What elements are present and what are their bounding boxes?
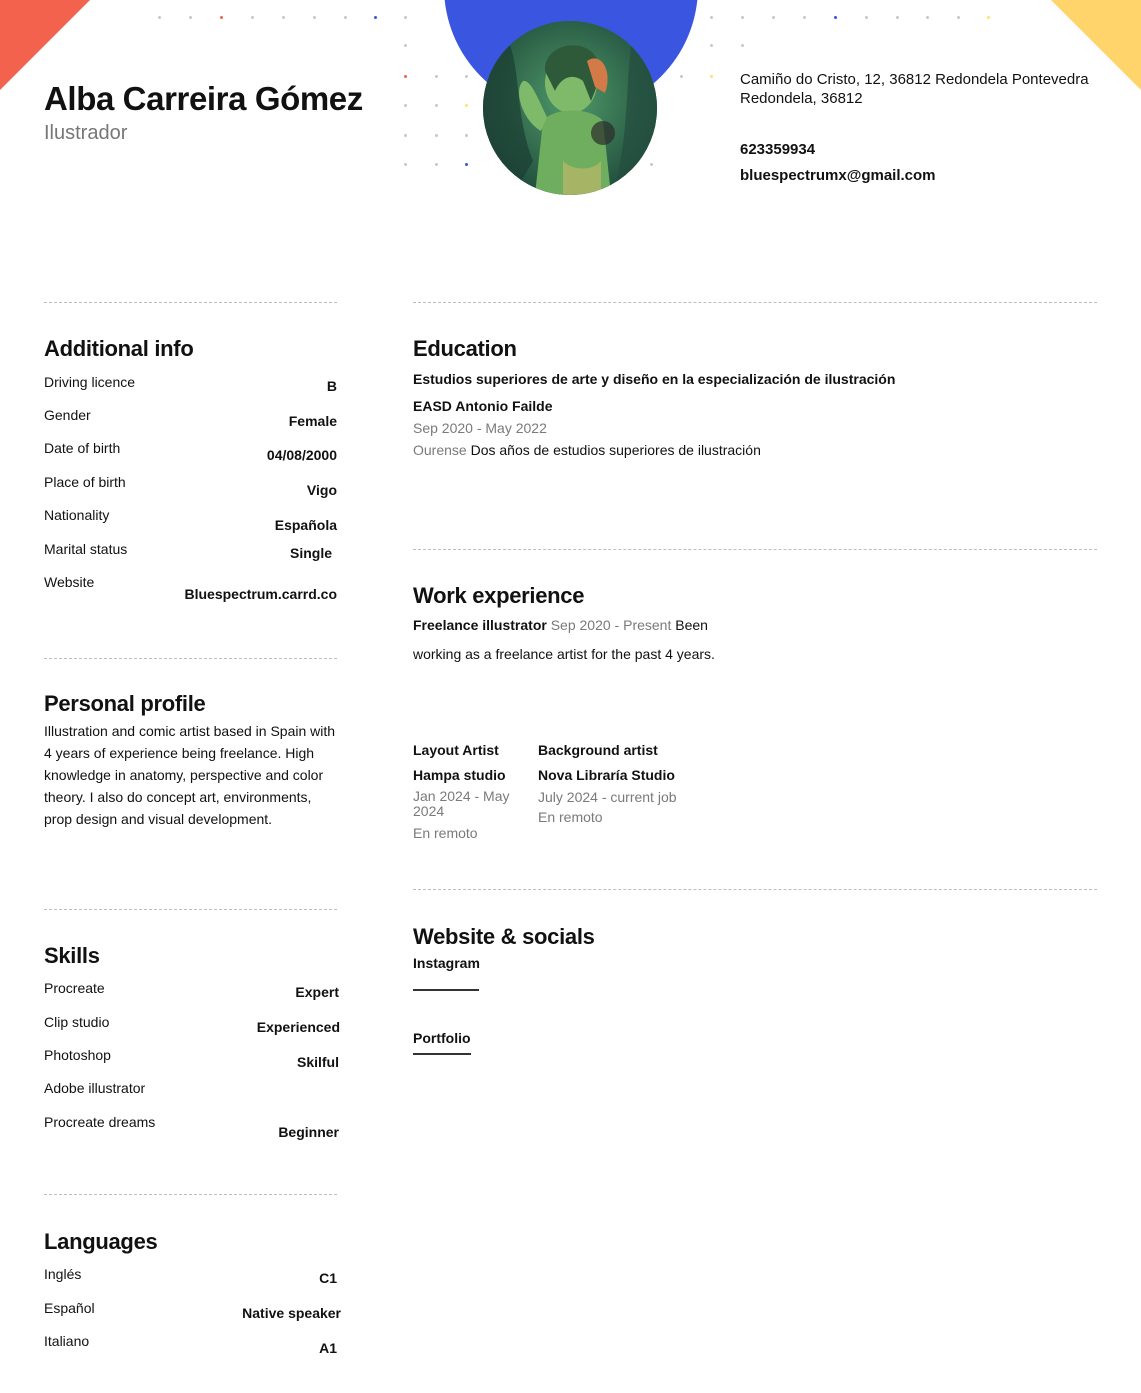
instagram-link[interactable]: Instagram — [413, 955, 480, 971]
skills-title: Skills — [44, 943, 100, 968]
divider — [44, 658, 337, 659]
info-label-marital-status: Marital status — [44, 541, 128, 557]
language-label: Inglés — [44, 1266, 82, 1282]
job-role: Background artist — [538, 742, 658, 758]
education-degree: Estudios superiores de arte y diseño en la especialización de ilustración — [413, 371, 896, 387]
email-address[interactable]: bluespectrumx@gmail.com — [740, 167, 936, 184]
info-label-website: Website — [44, 574, 95, 590]
illustration-portrait-icon — [483, 21, 657, 195]
info-label-place-of-birth: Place of birth — [44, 474, 126, 490]
education-description: Dos años de estudios superiores de ilustración — [470, 442, 761, 458]
divider — [44, 302, 337, 303]
education-dates: Sep 2020 - May 2022 — [413, 420, 547, 436]
education-title: Education — [413, 336, 517, 361]
info-label-gender: Gender — [44, 407, 91, 423]
info-label-nationality: Nationality — [44, 507, 110, 523]
skill-level: Skilful — [296, 1054, 339, 1070]
job-entry — [413, 742, 523, 841]
work-experience-title: Work experience — [413, 583, 585, 608]
freelance-description: working as a freelance artist for the past 4 years. — [413, 646, 715, 662]
additional-info-title: Additional info — [44, 336, 194, 361]
freelance-line — [413, 617, 708, 633]
info-label-date-of-birth: Date of birth — [44, 440, 121, 456]
skill-label: Procreate dreams — [44, 1114, 156, 1130]
profile-photo — [483, 21, 657, 195]
candidate-name: Alba Carreira Gómez — [44, 80, 363, 117]
divider — [413, 302, 1097, 303]
job-company: Nova Libraría Studio — [538, 767, 675, 783]
portfolio-link[interactable]: Portfolio — [413, 1030, 471, 1046]
language-level: C1 — [319, 1270, 337, 1286]
phone-number[interactable]: 623359934 — [740, 141, 816, 158]
personal-profile-text: Illustration and comic artist based in Spain with 4 years of experience being freelance. High knowledge in anatomy, perspective and color theory. I also do concept art, environments, prop design and visual development. — [44, 723, 336, 827]
info-value-driving-licence: B — [326, 378, 337, 394]
language-label: Español — [44, 1300, 95, 1316]
info-value-marital-status: Single — [289, 545, 332, 561]
language-label: Italiano — [44, 1333, 90, 1349]
divider — [413, 889, 1097, 890]
info-label-driving-licence: Driving licence — [44, 374, 136, 390]
language-level: Native speaker — [242, 1305, 341, 1321]
job-role: Layout Artist — [413, 742, 499, 758]
education-location-line — [413, 442, 761, 458]
education-school: EASD Antonio Failde — [413, 398, 553, 414]
info-value-gender: Female — [288, 413, 337, 429]
language-level: A1 — [319, 1340, 337, 1356]
divider — [44, 909, 337, 910]
job-entry — [538, 742, 738, 825]
address-line-2: Redondela, 36812 — [740, 90, 863, 107]
instagram-underline — [413, 989, 479, 991]
address-line-1: Camiño do Cristo, 12, 36812 Redondela Pontevedra — [740, 71, 1089, 88]
portfolio-underline — [413, 1053, 471, 1055]
job-location: En remoto — [413, 825, 478, 841]
job-location: En remoto — [538, 809, 603, 825]
freelance-description-start: Been — [675, 617, 708, 633]
personal-profile-title: Personal profile — [44, 691, 206, 716]
skill-label: Adobe illustrator — [44, 1080, 146, 1096]
info-value-nationality: Española — [274, 517, 337, 533]
skill-label: Procreate — [44, 980, 105, 996]
education-location: Ourense — [413, 442, 467, 458]
divider — [44, 1194, 337, 1195]
skill-level: Experienced — [256, 1019, 340, 1035]
freelance-role: Freelance illustrator — [413, 617, 547, 633]
skill-level: Expert — [295, 984, 339, 1000]
skill-label: Photoshop — [44, 1047, 111, 1063]
skill-level: Beginner — [278, 1124, 339, 1140]
job-dates: Jan 2024 - May 2024 — [413, 788, 510, 819]
candidate-role: Ilustrador — [44, 122, 128, 144]
freelance-dates: Sep 2020 - Present — [550, 617, 672, 633]
skill-label: Clip studio — [44, 1014, 110, 1030]
job-company: Hampa studio — [413, 767, 506, 783]
job-dates: July 2024 - current job — [538, 789, 677, 805]
info-value-website[interactable]: Bluespectrum.carrd.co — [184, 586, 337, 602]
info-value-place-of-birth: Vigo — [306, 482, 337, 498]
languages-title: Languages — [44, 1229, 158, 1254]
website-socials-title: Website & socials — [413, 924, 595, 949]
divider — [413, 549, 1097, 550]
info-value-date-of-birth: 04/08/2000 — [266, 447, 337, 463]
contact-address — [740, 70, 1120, 108]
